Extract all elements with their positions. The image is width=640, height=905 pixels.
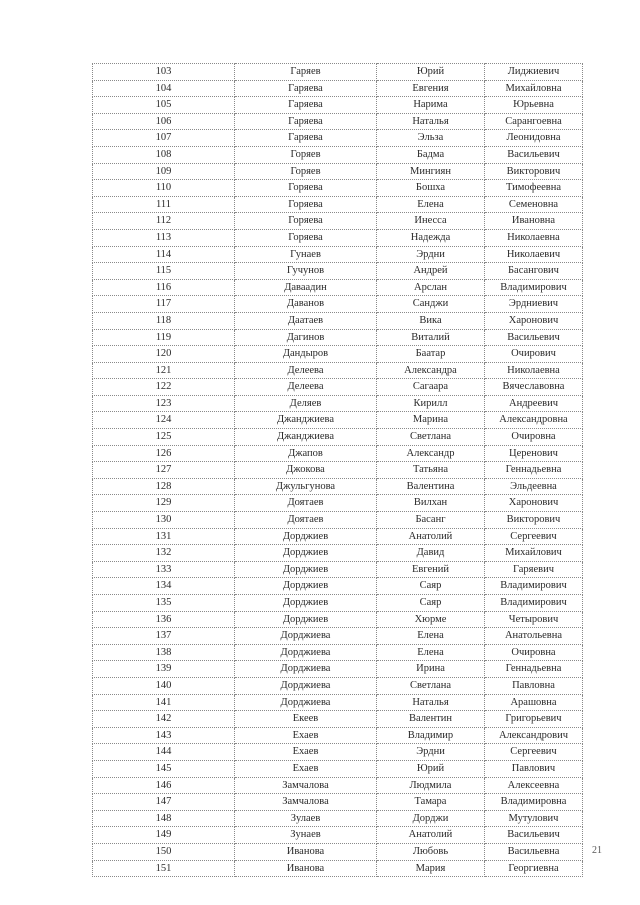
last-name-cell: Гаряева <box>235 97 377 114</box>
patronymic-cell: Владимирович <box>485 595 583 612</box>
table-row <box>93 180 583 197</box>
last-name-cell: Гунаев <box>235 246 377 263</box>
row-number-cell: 141 <box>93 694 235 711</box>
table-row <box>93 677 583 694</box>
row-number-cell: 130 <box>93 512 235 529</box>
row-number-cell: 118 <box>93 312 235 329</box>
row-number-cell: 126 <box>93 445 235 462</box>
first-name-cell: Бошха <box>377 180 485 197</box>
patronymic-cell: Ивановна <box>485 213 583 230</box>
row-number-cell: 120 <box>93 346 235 363</box>
patronymic-cell: Церенович <box>485 445 583 462</box>
patronymic-cell: Геннадьевна <box>485 462 583 479</box>
last-name-cell: Дандыров <box>235 346 377 363</box>
patronymic-cell: Сарангоевна <box>485 113 583 130</box>
table-row <box>93 661 583 678</box>
patronymic-cell: Георгиевна <box>485 860 583 877</box>
last-name-cell: Дорджиев <box>235 611 377 628</box>
table-row <box>93 196 583 213</box>
last-name-cell: Гаряев <box>235 64 377 81</box>
table-row <box>93 429 583 446</box>
patronymic-cell: Васильевна <box>485 843 583 860</box>
first-name-cell: Хюрме <box>377 611 485 628</box>
last-name-cell: Горяев <box>235 163 377 180</box>
first-name-cell: Евгения <box>377 80 485 97</box>
patronymic-cell: Очирович <box>485 346 583 363</box>
table-row <box>93 644 583 661</box>
table-row <box>93 213 583 230</box>
first-name-cell: Басанг <box>377 512 485 529</box>
first-name-cell: Александра <box>377 362 485 379</box>
row-number-cell: 129 <box>93 495 235 512</box>
first-name-cell: Любовь <box>377 843 485 860</box>
table-row <box>93 512 583 529</box>
patronymic-cell: Басангович <box>485 263 583 280</box>
table-row <box>93 827 583 844</box>
row-number-cell: 128 <box>93 478 235 495</box>
table-row <box>93 412 583 429</box>
patronymic-cell: Арашовна <box>485 694 583 711</box>
patronymic-cell: Николаевна <box>485 362 583 379</box>
table-row <box>93 545 583 562</box>
patronymic-cell: Григорьевич <box>485 711 583 728</box>
table-row <box>93 130 583 147</box>
first-name-cell: Баатар <box>377 346 485 363</box>
patronymic-cell: Семеновна <box>485 196 583 213</box>
row-number-cell: 139 <box>93 661 235 678</box>
page-number: 21 <box>592 845 602 856</box>
row-number-cell: 151 <box>93 860 235 877</box>
table-row <box>93 229 583 246</box>
patronymic-cell: Викторович <box>485 512 583 529</box>
patronymic-cell: Викторович <box>485 163 583 180</box>
first-name-cell: Нарима <box>377 97 485 114</box>
roster-table <box>92 63 583 877</box>
table-row <box>93 694 583 711</box>
patronymic-cell: Харонович <box>485 312 583 329</box>
patronymic-cell: Эльдеевна <box>485 478 583 495</box>
first-name-cell: Эльза <box>377 130 485 147</box>
table-row <box>93 462 583 479</box>
table-row <box>93 312 583 329</box>
roster-body <box>93 64 583 877</box>
table-row <box>93 346 583 363</box>
patronymic-cell: Очировна <box>485 644 583 661</box>
last-name-cell: Дорджиева <box>235 677 377 694</box>
patronymic-cell: Александровна <box>485 412 583 429</box>
first-name-cell: Светлана <box>377 429 485 446</box>
first-name-cell: Тамара <box>377 794 485 811</box>
last-name-cell: Горяева <box>235 213 377 230</box>
row-number-cell: 122 <box>93 379 235 396</box>
table-row <box>93 163 583 180</box>
patronymic-cell: Вячеславовна <box>485 379 583 396</box>
last-name-cell: Горяева <box>235 196 377 213</box>
table-row <box>93 296 583 313</box>
row-number-cell: 146 <box>93 777 235 794</box>
table-row <box>93 810 583 827</box>
first-name-cell: Саяр <box>377 595 485 612</box>
table-row <box>93 528 583 545</box>
last-name-cell: Дорджиев <box>235 528 377 545</box>
row-number-cell: 110 <box>93 180 235 197</box>
row-number-cell: 123 <box>93 395 235 412</box>
row-number-cell: 137 <box>93 628 235 645</box>
table-row <box>93 279 583 296</box>
last-name-cell: Даваадин <box>235 279 377 296</box>
patronymic-cell: Владимирович <box>485 578 583 595</box>
first-name-cell: Ирина <box>377 661 485 678</box>
last-name-cell: Горяева <box>235 229 377 246</box>
first-name-cell: Мингиян <box>377 163 485 180</box>
row-number-cell: 105 <box>93 97 235 114</box>
first-name-cell: Елена <box>377 644 485 661</box>
table-row <box>93 113 583 130</box>
patronymic-cell: Очировна <box>485 429 583 446</box>
last-name-cell: Дорджиева <box>235 694 377 711</box>
row-number-cell: 144 <box>93 744 235 761</box>
patronymic-cell: Владимировна <box>485 794 583 811</box>
last-name-cell: Гаряева <box>235 113 377 130</box>
first-name-cell: Инесса <box>377 213 485 230</box>
patronymic-cell: Алексеевна <box>485 777 583 794</box>
row-number-cell: 106 <box>93 113 235 130</box>
table-row <box>93 611 583 628</box>
last-name-cell: Зулаев <box>235 810 377 827</box>
table-row <box>93 760 583 777</box>
last-name-cell: Ехаев <box>235 727 377 744</box>
row-number-cell: 115 <box>93 263 235 280</box>
table-row <box>93 561 583 578</box>
first-name-cell: Надежда <box>377 229 485 246</box>
table-row <box>93 860 583 877</box>
patronymic-cell: Андреевич <box>485 395 583 412</box>
patronymic-cell: Анатольевна <box>485 628 583 645</box>
first-name-cell: Виталий <box>377 329 485 346</box>
first-name-cell: Анатолий <box>377 528 485 545</box>
row-number-cell: 149 <box>93 827 235 844</box>
table-row <box>93 744 583 761</box>
row-number-cell: 124 <box>93 412 235 429</box>
table-row <box>93 445 583 462</box>
last-name-cell: Иванова <box>235 843 377 860</box>
first-name-cell: Дорджи <box>377 810 485 827</box>
patronymic-cell: Васильевич <box>485 146 583 163</box>
row-number-cell: 143 <box>93 727 235 744</box>
last-name-cell: Делеева <box>235 362 377 379</box>
first-name-cell: Санджи <box>377 296 485 313</box>
last-name-cell: Гаряева <box>235 130 377 147</box>
row-number-cell: 134 <box>93 578 235 595</box>
patronymic-cell: Лиджиевич <box>485 64 583 81</box>
last-name-cell: Джокова <box>235 462 377 479</box>
first-name-cell: Евгений <box>377 561 485 578</box>
table-row <box>93 263 583 280</box>
row-number-cell: 116 <box>93 279 235 296</box>
patronymic-cell: Эрдниевич <box>485 296 583 313</box>
patronymic-cell: Леонидовна <box>485 130 583 147</box>
patronymic-cell: Сергеевич <box>485 528 583 545</box>
table-row <box>93 794 583 811</box>
first-name-cell: Анатолий <box>377 827 485 844</box>
patronymic-cell: Михайловна <box>485 80 583 97</box>
last-name-cell: Дорджиев <box>235 578 377 595</box>
last-name-cell: Джанджиева <box>235 429 377 446</box>
table-row <box>93 777 583 794</box>
table-row <box>93 97 583 114</box>
row-number-cell: 127 <box>93 462 235 479</box>
last-name-cell: Дорджиева <box>235 628 377 645</box>
patronymic-cell: Геннадьевна <box>485 661 583 678</box>
first-name-cell: Елена <box>377 196 485 213</box>
patronymic-cell: Васильевич <box>485 329 583 346</box>
patronymic-cell: Михайлович <box>485 545 583 562</box>
last-name-cell: Дорджиева <box>235 661 377 678</box>
table-row <box>93 711 583 728</box>
patronymic-cell: Васильевич <box>485 827 583 844</box>
row-number-cell: 109 <box>93 163 235 180</box>
first-name-cell: Юрий <box>377 64 485 81</box>
last-name-cell: Дорджиев <box>235 595 377 612</box>
first-name-cell: Вика <box>377 312 485 329</box>
table-row <box>93 146 583 163</box>
table-row <box>93 495 583 512</box>
last-name-cell: Дорджиева <box>235 644 377 661</box>
table-row <box>93 478 583 495</box>
last-name-cell: Дагинов <box>235 329 377 346</box>
patronymic-cell: Юрьевна <box>485 97 583 114</box>
last-name-cell: Даванов <box>235 296 377 313</box>
first-name-cell: Наталья <box>377 694 485 711</box>
row-number-cell: 119 <box>93 329 235 346</box>
first-name-cell: Людмила <box>377 777 485 794</box>
patronymic-cell: Владимирович <box>485 279 583 296</box>
last-name-cell: Ехаев <box>235 760 377 777</box>
last-name-cell: Делеева <box>235 379 377 396</box>
row-number-cell: 145 <box>93 760 235 777</box>
row-number-cell: 133 <box>93 561 235 578</box>
first-name-cell: Эрдни <box>377 246 485 263</box>
row-number-cell: 114 <box>93 246 235 263</box>
patronymic-cell: Тимофеевна <box>485 180 583 197</box>
first-name-cell: Валентина <box>377 478 485 495</box>
row-number-cell: 132 <box>93 545 235 562</box>
first-name-cell: Юрий <box>377 760 485 777</box>
patronymic-cell: Харонович <box>485 495 583 512</box>
first-name-cell: Бадма <box>377 146 485 163</box>
first-name-cell: Александр <box>377 445 485 462</box>
table-row <box>93 628 583 645</box>
table-row <box>93 64 583 81</box>
row-number-cell: 107 <box>93 130 235 147</box>
row-number-cell: 135 <box>93 595 235 612</box>
last-name-cell: Доятаев <box>235 512 377 529</box>
patronymic-cell: Четырович <box>485 611 583 628</box>
row-number-cell: 142 <box>93 711 235 728</box>
patronymic-cell: Сергеевич <box>485 744 583 761</box>
last-name-cell: Джульгунова <box>235 478 377 495</box>
row-number-cell: 104 <box>93 80 235 97</box>
last-name-cell: Дорджиев <box>235 561 377 578</box>
row-number-cell: 121 <box>93 362 235 379</box>
patronymic-cell: Мутулович <box>485 810 583 827</box>
last-name-cell: Замчалова <box>235 794 377 811</box>
row-number-cell: 150 <box>93 843 235 860</box>
table-row <box>93 727 583 744</box>
first-name-cell: Елена <box>377 628 485 645</box>
table-row <box>93 362 583 379</box>
last-name-cell: Доятаев <box>235 495 377 512</box>
first-name-cell: Кирилл <box>377 395 485 412</box>
first-name-cell: Валентин <box>377 711 485 728</box>
table-row <box>93 395 583 412</box>
last-name-cell: Джанджиева <box>235 412 377 429</box>
last-name-cell: Замчалова <box>235 777 377 794</box>
table-row <box>93 80 583 97</box>
patronymic-cell: Николаевич <box>485 246 583 263</box>
first-name-cell: Наталья <box>377 113 485 130</box>
last-name-cell: Екеев <box>235 711 377 728</box>
table-row <box>93 246 583 263</box>
row-number-cell: 147 <box>93 794 235 811</box>
table-row <box>93 843 583 860</box>
row-number-cell: 140 <box>93 677 235 694</box>
first-name-cell: Мария <box>377 860 485 877</box>
first-name-cell: Андрей <box>377 263 485 280</box>
last-name-cell: Зунаев <box>235 827 377 844</box>
first-name-cell: Вилхан <box>377 495 485 512</box>
last-name-cell: Дорджиев <box>235 545 377 562</box>
first-name-cell: Давид <box>377 545 485 562</box>
first-name-cell: Саяр <box>377 578 485 595</box>
row-number-cell: 111 <box>93 196 235 213</box>
row-number-cell: 125 <box>93 429 235 446</box>
table-row <box>93 595 583 612</box>
last-name-cell: Иванова <box>235 860 377 877</box>
last-name-cell: Гаряева <box>235 80 377 97</box>
first-name-cell: Эрдни <box>377 744 485 761</box>
first-name-cell: Марина <box>377 412 485 429</box>
patronymic-cell: Николаевна <box>485 229 583 246</box>
last-name-cell: Гучунов <box>235 263 377 280</box>
row-number-cell: 148 <box>93 810 235 827</box>
row-number-cell: 136 <box>93 611 235 628</box>
table-row <box>93 379 583 396</box>
row-number-cell: 117 <box>93 296 235 313</box>
row-number-cell: 108 <box>93 146 235 163</box>
patronymic-cell: Гаряевич <box>485 561 583 578</box>
patronymic-cell: Павловна <box>485 677 583 694</box>
last-name-cell: Горяев <box>235 146 377 163</box>
patronymic-cell: Александрович <box>485 727 583 744</box>
row-number-cell: 112 <box>93 213 235 230</box>
last-name-cell: Ехаев <box>235 744 377 761</box>
first-name-cell: Арслан <box>377 279 485 296</box>
row-number-cell: 138 <box>93 644 235 661</box>
row-number-cell: 103 <box>93 64 235 81</box>
table-row <box>93 578 583 595</box>
row-number-cell: 113 <box>93 229 235 246</box>
row-number-cell: 131 <box>93 528 235 545</box>
table-row <box>93 329 583 346</box>
last-name-cell: Деляев <box>235 395 377 412</box>
first-name-cell: Владимир <box>377 727 485 744</box>
first-name-cell: Татьяна <box>377 462 485 479</box>
last-name-cell: Джапов <box>235 445 377 462</box>
patronymic-cell: Павлович <box>485 760 583 777</box>
last-name-cell: Даатаев <box>235 312 377 329</box>
first-name-cell: Светлана <box>377 677 485 694</box>
last-name-cell: Горяева <box>235 180 377 197</box>
first-name-cell: Сагаара <box>377 379 485 396</box>
